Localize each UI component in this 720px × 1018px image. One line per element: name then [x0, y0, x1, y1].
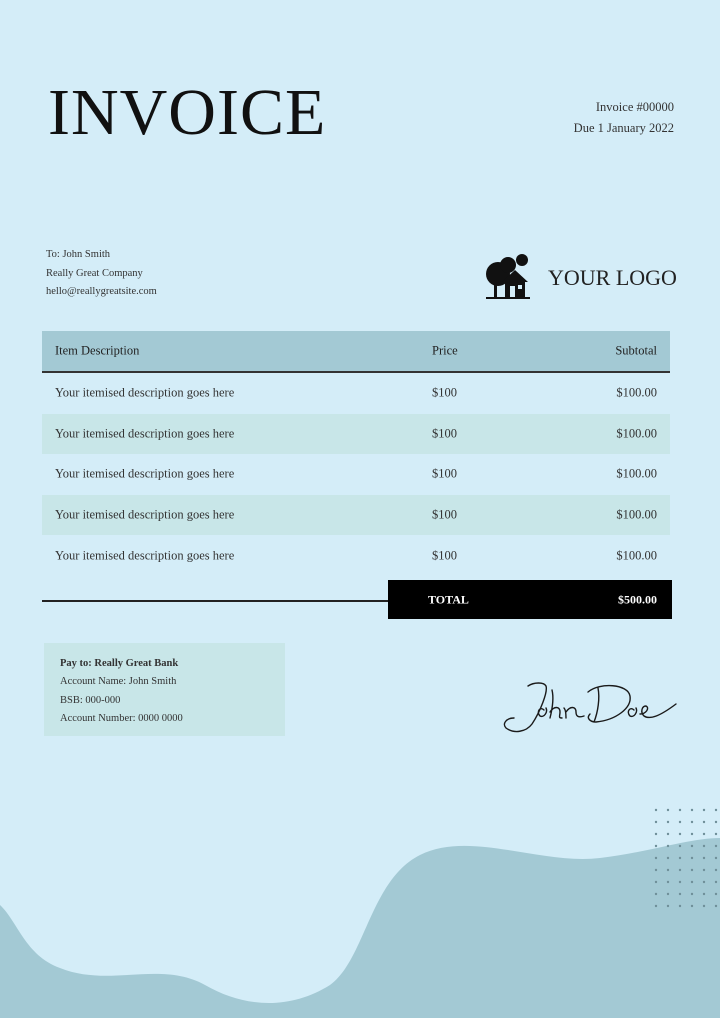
row-price: $100	[432, 385, 457, 400]
logo-text: YOUR LOGO	[548, 265, 677, 290]
header-description: Item Description	[55, 343, 140, 358]
row-subtotal: $100.00	[616, 548, 657, 563]
invoice-meta	[574, 97, 674, 139]
table-row	[42, 454, 670, 495]
row-description: Your itemised description goes here	[55, 385, 235, 400]
signature	[500, 672, 680, 740]
bill-to-company: Really Great Company	[46, 267, 143, 279]
total-label: TOTAL	[428, 592, 469, 606]
house-tree-icon	[484, 252, 532, 300]
payment-account-name: Account Name: John Smith	[60, 676, 177, 688]
payment-info	[44, 643, 285, 736]
bill-to	[46, 246, 157, 302]
payment-bsb: BSB: 000-000	[60, 694, 121, 706]
row-description: Your itemised description goes here	[55, 426, 235, 441]
total-value: $500.00	[618, 592, 657, 606]
header-price: Price	[432, 343, 458, 358]
table-row	[42, 414, 670, 455]
row-price: $100	[432, 548, 457, 563]
invoice-title: INVOICE	[48, 76, 327, 149]
row-subtotal: $100.00	[616, 385, 657, 400]
header-subtotal: Subtotal	[615, 343, 657, 358]
invoice-number: Invoice #00000	[595, 100, 674, 114]
row-subtotal: $100.00	[616, 466, 657, 481]
payment-title: Pay to: Really Great Bank	[60, 658, 179, 669]
payment-account-number: Account Number: 0000 0000	[60, 712, 183, 724]
row-subtotal: $100.00	[616, 507, 657, 522]
row-price: $100	[432, 466, 457, 481]
table-header	[42, 331, 670, 373]
total-divider	[42, 600, 388, 602]
row-price: $100	[432, 426, 457, 441]
items-table	[42, 331, 670, 576]
dot-grid-decoration	[652, 806, 720, 910]
bill-to-name: To: John Smith	[46, 249, 111, 260]
row-description: Your itemised description goes here	[55, 507, 235, 522]
table-row	[42, 373, 670, 414]
row-price: $100	[432, 507, 457, 522]
bill-to-email: hello@reallygreatsite.com	[46, 286, 157, 297]
row-subtotal: $100.00	[616, 426, 657, 441]
row-description: Your itemised description goes here	[55, 466, 235, 481]
row-description: Your itemised description goes here	[55, 548, 235, 563]
table-row	[42, 495, 670, 536]
due-date: Due 1 January 2022	[573, 121, 674, 135]
table-row	[42, 535, 670, 576]
total-box	[388, 580, 672, 619]
